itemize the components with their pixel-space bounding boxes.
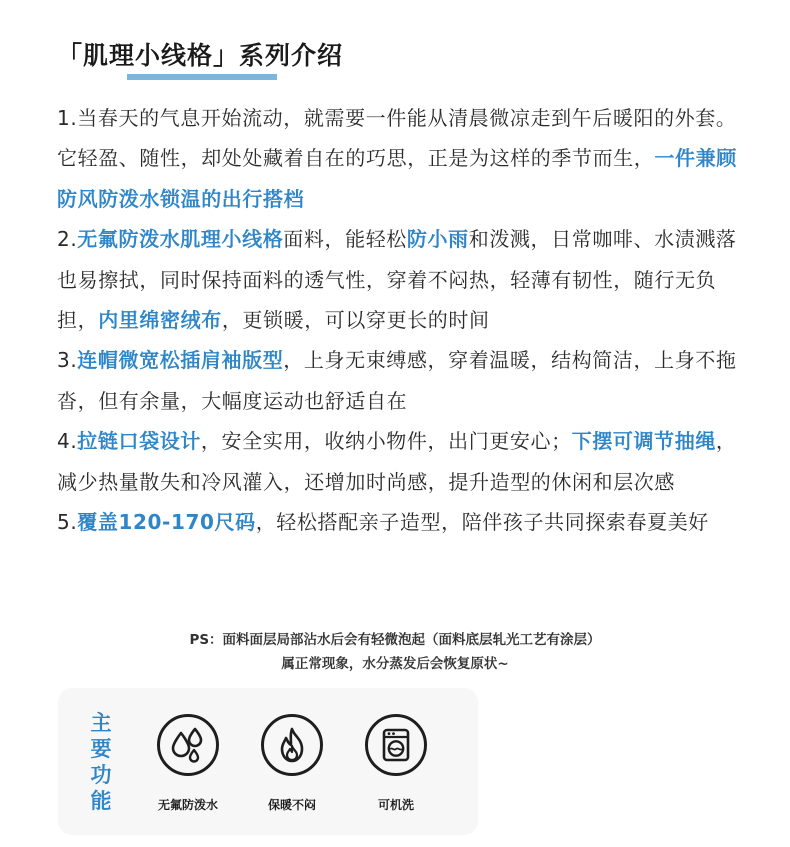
ps-note-line-2: 属正常现象，水分蒸发后会恢复原状~ <box>281 656 509 672</box>
paragraph-3-number: 3. <box>57 348 78 373</box>
paragraph-5-highlight: 覆盖120-170尺码 <box>77 510 256 535</box>
paragraph-2-highlight-fabric: 无氟防泼水肌理小线格 <box>77 227 284 252</box>
paragraph-2-text-1: 面料，能轻松 <box>283 227 407 252</box>
paragraph-1-text: 1.当春天的气息开始流动，就需要一件能从清晨微凉走到午后暖阳的外套。它轻盈、随性，却处处藏着自在的巧思，正是为这样的季节而生， <box>57 106 737 171</box>
paragraph-2-number: 2. <box>57 227 78 252</box>
paragraph-4-text-1: ，安全实用，收纳小物件，出门更安心； <box>200 429 572 454</box>
water-drops-icon <box>157 714 219 776</box>
description-body <box>57 98 757 542</box>
paragraph-2-text-3: ，更锁暖，可以穿更长的时间 <box>221 308 490 333</box>
paragraph-5-text: ，轻松搭配亲子造型，陪伴孩子共同探索春夏美好 <box>255 510 709 535</box>
paragraph-1-highlight: 一件兼顾防风防泼水锁温的出行搭档 <box>57 146 737 211</box>
feature-label-machine-wash: 可机洗 <box>377 798 414 812</box>
ps-note <box>0 628 790 676</box>
washing-machine-icon <box>365 714 427 776</box>
feature-label-water-repellent: 无氟防泼水 <box>157 798 218 812</box>
paragraph-4-highlight-pocket: 拉链口袋设计 <box>77 429 201 454</box>
paragraph-4-number: 4. <box>57 429 78 454</box>
feature-label-warm: 保暖不闷 <box>267 798 316 812</box>
paragraph-4 <box>57 421 757 502</box>
page-title: 「肌理小线格」系列介绍 <box>57 41 344 70</box>
paragraph-4-highlight-drawcord: 下摆可调节抽绳 <box>571 429 716 454</box>
paragraph-4-text-2: ，减少热量散失和冷风灌入，还增加时尚感，提升造型的休闲和层次感 <box>57 429 737 494</box>
feature-warm <box>244 714 340 813</box>
paragraph-2 <box>57 219 757 340</box>
paragraph-1 <box>57 98 757 219</box>
flame-icon <box>261 714 323 776</box>
title-highlight-bar <box>127 74 277 80</box>
paragraph-2-text-2: 和泼溅，日常咖啡、水渍溅落也易擦拭，同时保持面料的透气性，穿着不闷热，轻薄有韧性，随行无负担， <box>57 227 737 333</box>
main-functions-title: 主要功能 <box>90 711 112 813</box>
feature-machine-wash <box>348 714 444 813</box>
paragraph-2-highlight-lining: 内里绵密绒布 <box>98 308 222 333</box>
paragraph-5 <box>57 502 757 542</box>
paragraph-5-number: 5. <box>57 510 78 535</box>
paragraph-3-highlight: 连帽微宽松插肩袖版型 <box>77 348 284 373</box>
title-block <box>57 36 343 72</box>
paragraph-3 <box>57 340 757 421</box>
main-functions-card <box>58 688 478 835</box>
feature-water-repellent <box>140 714 236 813</box>
ps-note-line-1: PS：面料面层局部沾水后会有轻微泡起（面料底层轧光工艺有涂层） <box>189 632 601 648</box>
paragraph-3-text: ，上身无束缚感，穿着温暖，结构简洁，上身不拖沓，但有余量，大幅度运动也舒适自在 <box>57 348 737 413</box>
paragraph-2-highlight-rain: 防小雨 <box>406 227 469 252</box>
